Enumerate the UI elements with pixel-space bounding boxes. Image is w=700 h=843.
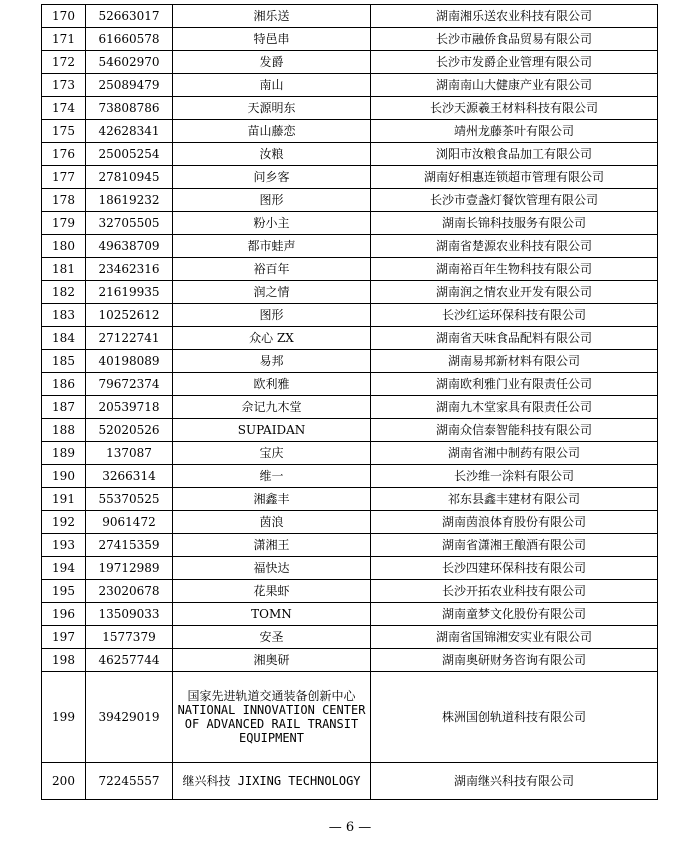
company-name-cell: 湖南易邦新材料有限公司: [371, 350, 658, 373]
registration-number-cell: 49638709: [86, 235, 173, 258]
registration-number-cell: 52020526: [86, 419, 173, 442]
table-row: [42, 534, 658, 557]
company-name-cell: 湖南省湘中制药有限公司: [371, 442, 658, 465]
company-name-cell: 湖南裕百年生物科技有限公司: [371, 258, 658, 281]
row-number-cell: 174: [42, 97, 86, 120]
table-row: [42, 488, 658, 511]
table-row: [42, 649, 658, 672]
row-number-cell: 196: [42, 603, 86, 626]
row-number-cell: 179: [42, 212, 86, 235]
trademark-name-cell: SUPAIDAN: [173, 419, 371, 442]
row-number-cell: 183: [42, 304, 86, 327]
row-number-cell: 199: [42, 672, 86, 763]
company-name-cell: 长沙市壹盏灯餐饮管理有限公司: [371, 189, 658, 212]
company-name-cell: 湖南长锦科技服务有限公司: [371, 212, 658, 235]
registration-number-cell: 27415359: [86, 534, 173, 557]
registration-number-cell: 46257744: [86, 649, 173, 672]
trademark-name-cell: 苗山藤恋: [173, 120, 371, 143]
trademark-name-cell: 继兴科技 JIXING TECHNOLOGY: [173, 763, 371, 800]
trademark-name-cell: 特邑串: [173, 28, 371, 51]
company-name-cell: 湖南欧利雅门业有限责任公司: [371, 373, 658, 396]
trademark-name-cell: 图形: [173, 189, 371, 212]
trademark-name-cell: 图形: [173, 304, 371, 327]
registration-number-cell: 73808786: [86, 97, 173, 120]
registration-number-cell: 25089479: [86, 74, 173, 97]
table-row: [42, 212, 658, 235]
registration-number-cell: 23462316: [86, 258, 173, 281]
company-name-cell: 湖南省天味食品配料有限公司: [371, 327, 658, 350]
row-number-cell: 190: [42, 465, 86, 488]
page-number: — 6 —: [328, 820, 372, 835]
table-row: [42, 626, 658, 649]
trademark-name-cell: 湘奥研: [173, 649, 371, 672]
table-row: [42, 51, 658, 74]
trademark-name-cell: 裕百年: [173, 258, 371, 281]
trademark-name-cell: 发爵: [173, 51, 371, 74]
trademark-table: [41, 4, 658, 800]
registration-number-cell: 20539718: [86, 396, 173, 419]
row-number-cell: 195: [42, 580, 86, 603]
registration-number-cell: 25005254: [86, 143, 173, 166]
row-number-cell: 175: [42, 120, 86, 143]
trademark-name-cell: 都市蛙声: [173, 235, 371, 258]
table-row: [42, 97, 658, 120]
registration-number-cell: 27122741: [86, 327, 173, 350]
row-number-cell: 192: [42, 511, 86, 534]
row-number-cell: 173: [42, 74, 86, 97]
trademark-name-cell: 汝粮: [173, 143, 371, 166]
company-name-cell: 湖南南山大健康产业有限公司: [371, 74, 658, 97]
trademark-name-cell: 易邦: [173, 350, 371, 373]
company-name-cell: 浏阳市汝粮食品加工有限公司: [371, 143, 658, 166]
trademark-name-cell: 众心 ZX: [173, 327, 371, 350]
registration-number-cell: 1577379: [86, 626, 173, 649]
trademark-name-cell: 粉小主: [173, 212, 371, 235]
trademark-name-cell: 宝庆: [173, 442, 371, 465]
company-name-cell: 湖南省国锦湘安实业有限公司: [371, 626, 658, 649]
company-name-cell: 长沙开拓农业科技有限公司: [371, 580, 658, 603]
table-row: [42, 5, 658, 28]
trademark-name-cell: 福快达: [173, 557, 371, 580]
trademark-name-cell: 天源明东: [173, 97, 371, 120]
registration-number-cell: 13509033: [86, 603, 173, 626]
company-name-cell: 长沙天源羲王材料科技有限公司: [371, 97, 658, 120]
company-name-cell: 长沙维一涂料有限公司: [371, 465, 658, 488]
trademark-name-cell: 安圣: [173, 626, 371, 649]
company-name-cell: 湖南省楚源农业科技有限公司: [371, 235, 658, 258]
row-number-cell: 187: [42, 396, 86, 419]
row-number-cell: 186: [42, 373, 86, 396]
company-name-cell: 湖南众信泰智能科技有限公司: [371, 419, 658, 442]
table-row: [42, 143, 658, 166]
company-name-cell: 湖南九木堂家具有限责任公司: [371, 396, 658, 419]
row-number-cell: 189: [42, 442, 86, 465]
company-name-cell: 株洲国创轨道科技有限公司: [371, 672, 658, 763]
registration-number-cell: 40198089: [86, 350, 173, 373]
table-row: [42, 419, 658, 442]
company-name-cell: 长沙市融侨食品贸易有限公司: [371, 28, 658, 51]
table-row: [42, 189, 658, 212]
trademark-name-cell: 佘记九木堂: [173, 396, 371, 419]
row-number-cell: 178: [42, 189, 86, 212]
trademark-name-cell: 花果虾: [173, 580, 371, 603]
trademark-name-cell: 维一: [173, 465, 371, 488]
company-name-cell: 长沙红运环保科技有限公司: [371, 304, 658, 327]
company-name-cell: 长沙市发爵企业管理有限公司: [371, 51, 658, 74]
registration-number-cell: 19712989: [86, 557, 173, 580]
row-number-cell: 170: [42, 5, 86, 28]
company-name-cell: 湖南润之情农业开发有限公司: [371, 281, 658, 304]
registration-number-cell: 137087: [86, 442, 173, 465]
row-number-cell: 181: [42, 258, 86, 281]
registration-number-cell: 55370525: [86, 488, 173, 511]
row-number-cell: 177: [42, 166, 86, 189]
company-name-cell: 靖州龙藤茶叶有限公司: [371, 120, 658, 143]
table-row: [42, 304, 658, 327]
row-number-cell: 200: [42, 763, 86, 800]
registration-number-cell: 42628341: [86, 120, 173, 143]
registration-number-cell: 10252612: [86, 304, 173, 327]
trademark-name-cell: 国家先进轨道交通装备创新中心 NATIONAL INNOVATION CENTER OF ADVANCED RAIL TRANSIT EQUIPMENT: [173, 672, 371, 763]
table-row: [42, 350, 658, 373]
registration-number-cell: 23020678: [86, 580, 173, 603]
company-name-cell: 湖南好相惠连锁超市管理有限公司: [371, 166, 658, 189]
table-row: [42, 258, 658, 281]
table-row: [42, 465, 658, 488]
table-row: [42, 235, 658, 258]
table-row: [42, 557, 658, 580]
row-number-cell: 184: [42, 327, 86, 350]
trademark-name-cell: 湘乐送: [173, 5, 371, 28]
registration-number-cell: 9061472: [86, 511, 173, 534]
company-name-cell: 湖南童梦文化股份有限公司: [371, 603, 658, 626]
row-number-cell: 176: [42, 143, 86, 166]
registration-number-cell: 32705505: [86, 212, 173, 235]
row-number-cell: 197: [42, 626, 86, 649]
trademark-name-cell: 潇湘王: [173, 534, 371, 557]
company-name-cell: 湖南奥研财务咨询有限公司: [371, 649, 658, 672]
table-row: [42, 672, 658, 763]
table-row: [42, 580, 658, 603]
table-row: [42, 763, 658, 800]
registration-number-cell: 72245557: [86, 763, 173, 800]
company-name-cell: 湖南省潇湘王酿酒有限公司: [371, 534, 658, 557]
trademark-name-cell: 润之情: [173, 281, 371, 304]
registration-number-cell: 27810945: [86, 166, 173, 189]
row-number-cell: 191: [42, 488, 86, 511]
trademark-name-cell: 问乡客: [173, 166, 371, 189]
row-number-cell: 180: [42, 235, 86, 258]
company-name-cell: 湖南茵浪体育股份有限公司: [371, 511, 658, 534]
table-row: [42, 603, 658, 626]
registration-number-cell: 52663017: [86, 5, 173, 28]
registration-number-cell: 39429019: [86, 672, 173, 763]
table-row: [42, 74, 658, 97]
company-name-cell: 湖南继兴科技有限公司: [371, 763, 658, 800]
trademark-name-cell: 茵浪: [173, 511, 371, 534]
trademark-name-cell: 南山: [173, 74, 371, 97]
trademark-name-cell: TOMN: [173, 603, 371, 626]
registration-number-cell: 21619935: [86, 281, 173, 304]
table-row: [42, 373, 658, 396]
table-row: [42, 442, 658, 465]
row-number-cell: 193: [42, 534, 86, 557]
company-name-cell: 湖南湘乐送农业科技有限公司: [371, 5, 658, 28]
company-name-cell: 祁东县鑫丰建材有限公司: [371, 488, 658, 511]
table-row: [42, 28, 658, 51]
company-name-cell: 长沙四建环保科技有限公司: [371, 557, 658, 580]
row-number-cell: 172: [42, 51, 86, 74]
row-number-cell: 198: [42, 649, 86, 672]
table-row: [42, 166, 658, 189]
table-row: [42, 396, 658, 419]
table-row: [42, 120, 658, 143]
registration-number-cell: 3266314: [86, 465, 173, 488]
row-number-cell: 182: [42, 281, 86, 304]
registration-number-cell: 61660578: [86, 28, 173, 51]
trademark-name-cell: 欧利雅: [173, 373, 371, 396]
row-number-cell: 171: [42, 28, 86, 51]
table-row: [42, 281, 658, 304]
trademark-table-body: [42, 5, 658, 800]
registration-number-cell: 79672374: [86, 373, 173, 396]
trademark-name-cell: 湘鑫丰: [173, 488, 371, 511]
row-number-cell: 188: [42, 419, 86, 442]
table-row: [42, 511, 658, 534]
table-row: [42, 327, 658, 350]
row-number-cell: 185: [42, 350, 86, 373]
row-number-cell: 194: [42, 557, 86, 580]
registration-number-cell: 54602970: [86, 51, 173, 74]
registration-number-cell: 18619232: [86, 189, 173, 212]
